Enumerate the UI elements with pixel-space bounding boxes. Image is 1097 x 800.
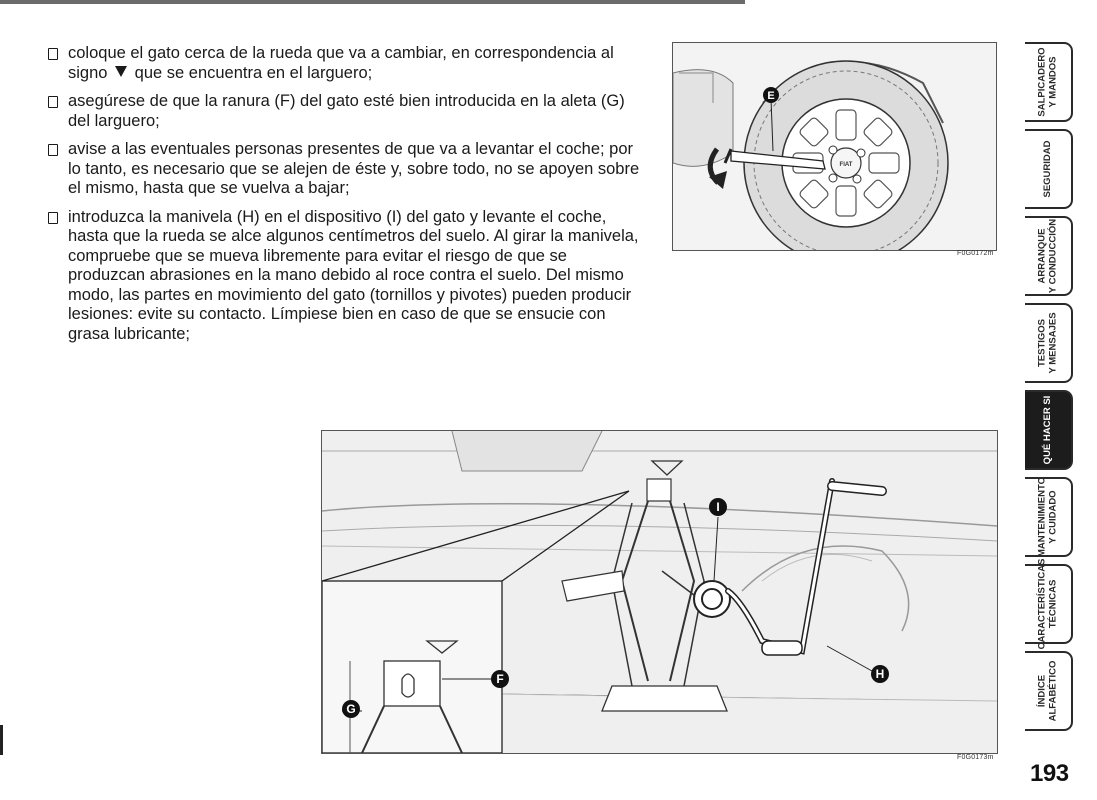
callout-g: G [346, 702, 356, 716]
tab-label: SALPICADERO [1036, 47, 1048, 117]
jack-drawing [322, 431, 997, 753]
scissor-jack-illustration [321, 430, 998, 754]
tab-label-sub: Y MENSAJES [1047, 312, 1058, 374]
tab-label-sub: Y CUIDADO [1047, 490, 1058, 544]
list-item [46, 140, 646, 199]
tab-label-sub: Y MANDOS [1047, 56, 1058, 108]
tab-indice[interactable] [1025, 651, 1073, 731]
tab-label: ÍNDICE [1036, 674, 1048, 708]
wheel-wrench-illustration [672, 42, 997, 251]
tab-caracteristicas[interactable] [1025, 558, 1073, 650]
figure-code: F0G0173m [957, 754, 994, 761]
tab-seguridad[interactable] [1025, 129, 1073, 209]
list-item [46, 208, 646, 345]
tab-label: SEGURIDAD [1041, 140, 1053, 198]
tab-salpicadero[interactable] [1025, 42, 1073, 122]
tab-label-sub: TÉCNICAS [1047, 579, 1058, 629]
callout-f: F [496, 672, 504, 686]
top-rule [0, 0, 745, 4]
tab-testigos[interactable] [1025, 303, 1073, 383]
list-item [46, 44, 646, 83]
tab-label: MANTENIMIENTO [1036, 476, 1048, 558]
tab-que-hacer-si[interactable] [1025, 390, 1073, 470]
page-number: 193 [1030, 760, 1069, 787]
triangle-marker-icon [115, 66, 127, 77]
hub-logo: FIAT [839, 162, 853, 168]
list-item-text: avise a las eventuales personas presentes de que va a levantar el coche; por lo tanto, es necesario que se alejen de éste y, sobre todo, no se apoyen sobre el mismo, hasta que se vuelva a bajar; [68, 140, 640, 197]
tab-mantenimiento[interactable] [1025, 477, 1073, 557]
list-item-text: asegúrese de que la ranura (F) del gato esté bien introducida en la aleta (G) del larguero; [68, 92, 625, 130]
tab-label: QUÉ HACER SI [1041, 395, 1053, 465]
tab-label-sub: ALFABÉTICO [1047, 660, 1058, 722]
wheel-drawing [673, 43, 996, 250]
list-item-text: introduzca la manivela (H) en el dispositivo (I) del gato y levante el coche, hasta que la rueda se alce algunos centímetros del suelo. Al girar la manivela, compruebe que se mueva libremente para evitar el riesgo de que se produzcan abrasiones en la mano debido al roce contra el suelo. Del mismo modo, las partes en movimiento del gato (tornillos y pivotes) pueden producir lesiones: evite su contacto. Límpiese bien en caso de que se ensucie con grasa lubricante; [68, 207, 639, 343]
callout-e: E [767, 90, 775, 102]
list-item-text-after: que se encuentra en el larguero; [134, 63, 373, 82]
checkbox-bullet-icon [48, 144, 58, 156]
checkbox-bullet-icon [48, 48, 58, 60]
list-item [46, 92, 646, 131]
checkbox-bullet-icon [48, 212, 58, 224]
callout-i: I [716, 500, 720, 514]
margin-mark [0, 725, 3, 755]
instruction-list [46, 44, 646, 353]
tab-arranque[interactable] [1025, 216, 1073, 296]
checkbox-bullet-icon [48, 96, 58, 108]
tab-label: ARRANQUE [1036, 228, 1048, 284]
callout-h: H [875, 667, 885, 681]
tab-label: TESTIGOS [1036, 318, 1048, 368]
tab-label-sub: Y CONDUCCIÓN [1047, 218, 1058, 294]
list-item-text-before: coloque el gato cerca de la rueda que va a cambiar, en correspondencia al signo [68, 44, 614, 82]
tab-label: CARACTERÍSTICAS [1036, 558, 1048, 650]
figure-code: F0G0172m [957, 250, 994, 257]
